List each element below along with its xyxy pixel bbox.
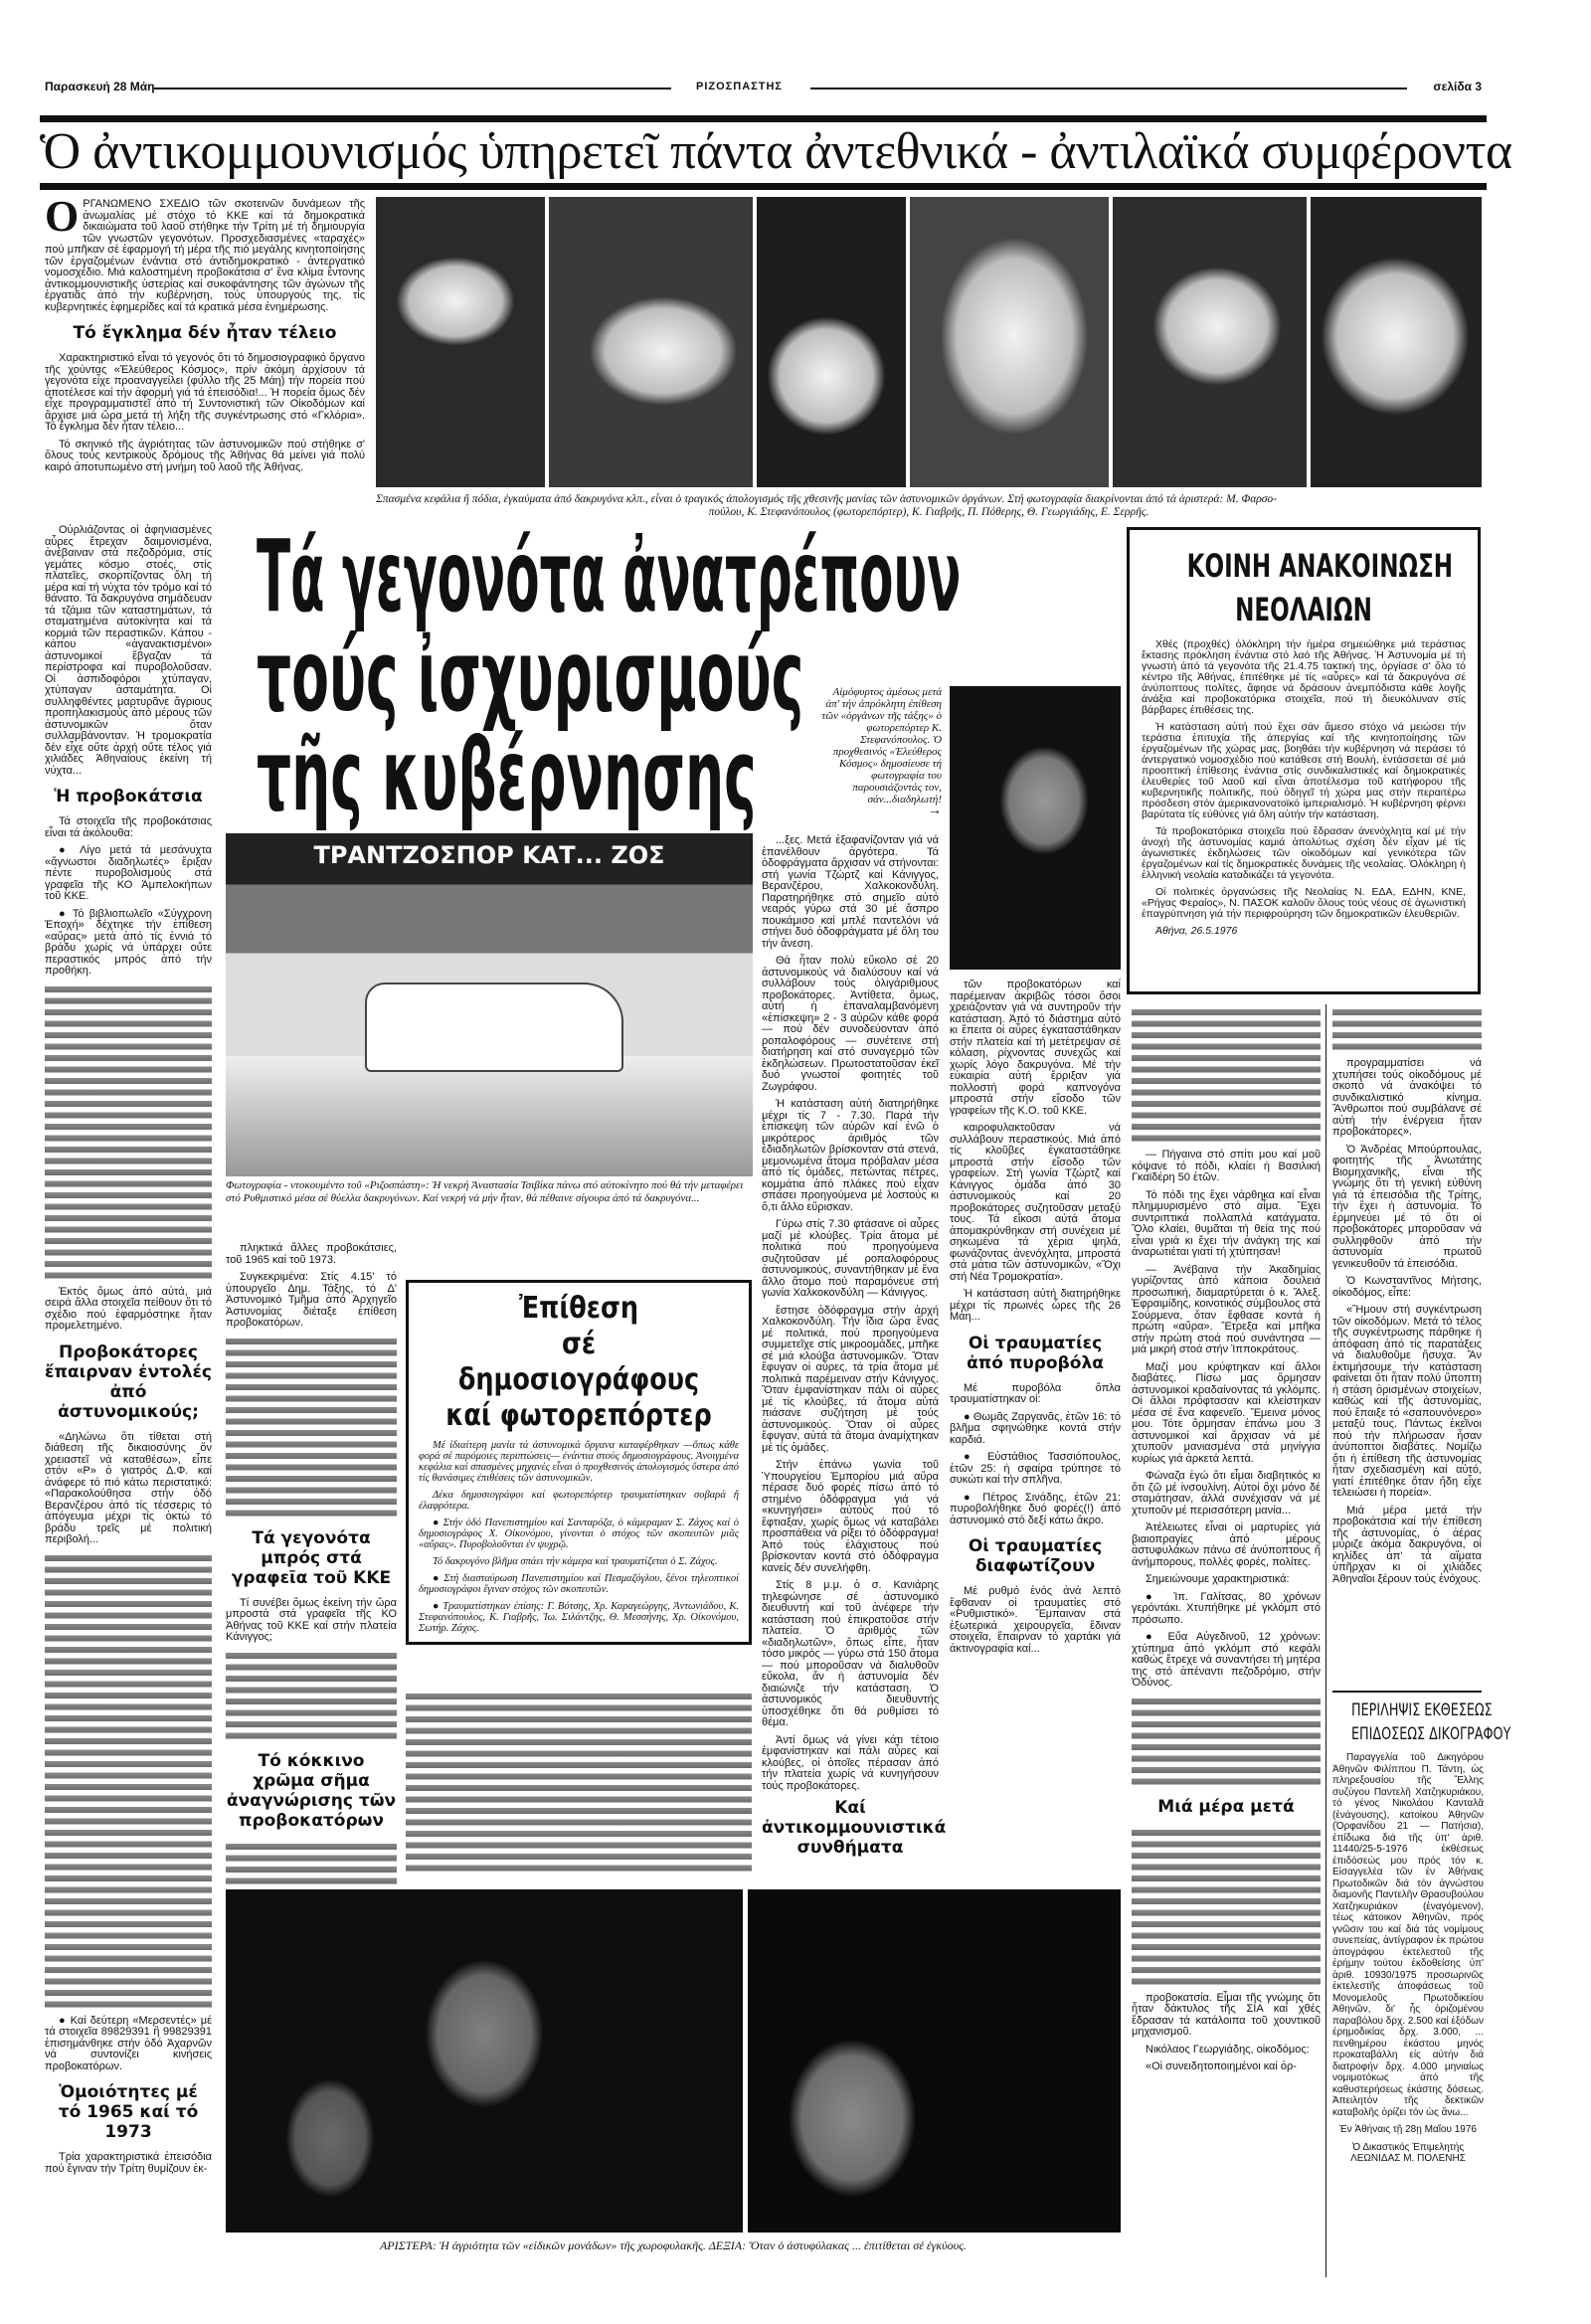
divider (1332, 1691, 1482, 1693)
paragraph: προγραμματίσει νά χτυπήσει τούς οἰκοδόμους μέ σκοπό νά ἀνακόψει τό συνδικαλιστικό κίνημα. Ἄνθρωποι πού συμβάλανε σέ αὐτή τήν ἐνέργεια ἦταν προβοκάτορες». (1332, 1057, 1482, 1138)
subheading: Τό ἔγκλημα δέν ἦταν τέλειο (73, 323, 337, 343)
lead-intro: ΡΓΑΝΩΜΕΝΟ ΣΧΕΔΙΟ τῶν σκοτεινῶν δυνάμεων τῆς ἀνωμαλίας μέ στόχο τό ΚΚΕ καί τά δημοκρατικά δικαιώματα τοῦ λαοῦ στήθηκε τήν Τρίτη μέ τή δημιουργία τῶν γνωστῶν γεγονότων. Προσχεδιασμένες «ταραχές» πού μπῆκαν σέ ἐφαρμογή τή μέρα τῆς πιό μεγάλης κινητοποίησης τῶν ἐργαζομένων ἐνάντια στό ἀντιδημοκρατικό - ἀντεργατικό νομοσχέδιο. Μιά καλοστημένη προβοκάτσια σ' ἕνα κλίμα ἔντονης ἀντικομμουνιστικῆς ὑστερίας καί συκοφάντησης τῶν ἀγώνων τῆς ἐργατιᾶς ἀπό τήν κυβέρνηση, τούς ὑπουργούς της, τίς κυβερνητικές ἐφημερίδες καί τά κρατικά μέσα ἐνημέρωσης. (45, 199, 365, 313)
column-middle-2 (950, 980, 1121, 1661)
inset-photo-photographer (950, 686, 1121, 970)
bullet-item: ● Εὔα Αὐγεδινοῦ, 12 χρόνων: χτύπημα ἀπό γκλόμπ στό κεφάλι καθώς ἔτρεχε νά συναντήσει τή μητέρα της στό ἀπέναντι πεζοδρόμιο, στήν Ὀδύνος. (1132, 1632, 1321, 1690)
box-title (442, 1291, 715, 1434)
photo-injured-2 (549, 197, 753, 487)
paragraph: Ἡ κατάσταση αὐτή πού ἔχει σάν ἄμεσο στόχο νά μειώσει τήν τεράστια ἐπιτυχία τῆς ἀπεργίας καί τῆς κινητοποίησης τῶν ἐργαζομένων τῆς χώρας μας, βοηθάει τήν κυβέρνηση νά περάσει τό ἀντεργατικό νομοσχέδιο πού κατάθεσε στή Βουλή, ἐντάσσεται σέ μιά προοπτική ἐπίθεσης ἐνάντια στίς συνδικαλιστικές καί δημοκρατικές ἐλευθερίες τοῦ λαοῦ καί εἶναι ἀποτέλεσμα τοῦ κατήφορου τῆς κυβερνητικῆς πολιτικῆς, πού ὁδηγεῖ τή χώρα μας στήν περαιτέρω πρόσδεση στόν ἀμερικανονατοϊκό ἰμπεριαλισμό. Ἡ κυβέρνηση φέρνει βαρύτατα τίς εὐθύνες γιά ὅλη αὐτήν τήν κατάσταση. (1142, 721, 1466, 820)
column-right-2 (1332, 1006, 1482, 1591)
paragraph: Μέ πυροβόλα ὅπλα τραυματίστηκαν οἱ: (950, 1381, 1121, 1405)
subheading: Καί ἀντικομμουνιστικά συνθήματα (762, 1798, 947, 1858)
photo-injured-1 (376, 197, 545, 487)
lead-article (45, 199, 365, 517)
bullet-item: ● Τό βιβλιοπωλεῖο «Σύγχρονη Ἐποχή» δέχτηκε τήν ἐπίθεση «αὔρας» μετά ἀπό τίς ἐννιά τό βράδυ χωρίς νά ὑπάρχει οὔτε περαστικός μπρός ἀπό τήν προθήκη. (45, 909, 212, 978)
paragraph: — Ἀνέβαινα τήν Ἀκαδημίας γυρίζοντας ἀπό κάποια δουλειά προσωπική, διαμαρτύρεται ὁ κ. Ἄλεξ. Ἐφραιμίδης, κοινοτικός σύμβουλος στά Σούρμενα, ὅταν ἔφθασε κοντά ἡ πρώτη «αὔρα». Ἔτρεξα καί μπῆκα στήν πρώτη στοά πού συνάντησα — μιά μικρή στοά στήν Ἱπποκράτους. (1132, 1263, 1321, 1355)
bullet-item: ● Πέτρος Σινάδης, ἐτῶν 21: πυροβολήθηκε δυό φορές(!) ἀπό ἀστυνομικό στό δεξί κάτω ἄκρο. (950, 1493, 1121, 1527)
box-title: ΚΟΙΝΗ ΑΝΑΚΟΙΝΩΣΗ (1186, 547, 1454, 585)
main-headline-line: Τά γεγονότα ἀνατρέπουν (257, 518, 962, 634)
photo-strip-caption (376, 493, 1482, 519)
divider (154, 88, 671, 89)
paragraph: Παραγγελία τοῦ Δικηγόρου Ἀθηνῶν Φιλίππου Π. Τάντη, ὡς πληρεξουσίου τῆς Ἔλλης συζύγου Παντελῆ Χατζηκυριάκου, τό γένος Νικολάου Κανταλᾶ (ἐνάγουσης), κατοίκου Ἀθηνῶν (Ὀρφανίδου 21 — Πατήσια), ἐπίδωκα διά τῆς ὑπ' ἀριθ. 11440/25-5-1976 ἐκθέσεως ἐπιδόσεώς μου πρός τόν κ. Εἰσαγγελέα τῶν ἐν Ἀθήναις Πρωτοδικῶν διά τόν ἀγνώστου διαμονῆς Παντελῆν Θρασυβούλου Χατζηκυριάκον (ἐναγόμενον), τέως κάτοικον Ἀθηνῶν, πρός γνῶσιν του καί διά τάς νομίμους συνεπείας, ἀντίγραφον ἐκ πρώτου ἀπογράφου ἐκτελεστοῦ τῆς ἐρήμην τούτου ἐκδοθείσης ὑπ' ἀριθ. 10930/1975 προσωρινῶς ἐκτελεστῆς ἀποφάσεως τοῦ Μονομελοῦς Πρωτοδικείου Ἀθηνῶν, δι' ἧς ὁριζομένου παραβόλου δρχ. 2.500 καί ἐξόδων ἐρημοδικίας δρχ. 3.000, ... πενθημέρου ἑκάστου μηνός προκαταβάλλη εἰς αὐτήν διά διατροφήν δρχ. 4.000 μηνιαίως νομιμοτόκως ἀπό τῆς καθυστερήσεως ἑκάστης δόσεως. Ἀπειλητόν τῆς δεκτικῶν καταβολῆς ὁρίζει τόν ὡς ἄνω... (1332, 1752, 1484, 2118)
caption-line: πούλου, Κ. Στεφανόπουλος (φωτορεπόρτερ), Κ. Γιαβρῆς, Π. Πόθερης, Θ. Γεωργιάδης, Ε. Σερρῆς. (708, 506, 1149, 518)
paragraph: Ἀτέλειωτες εἶναι οἱ μαρτυρίες γιά βιαιοπραγίες ἀπό μέρους ἀστυφυλάκων πάνω σέ ἀνύποπτους ἤ ἀνήμπορους, πολλές φορές, πολίτες. (1132, 1521, 1321, 1568)
paragraph: «Δηλώνω ὅτι τίθεται στή διάθεση τῆς δικαιοσύνης ὅν χρειαστεῖ νά καταθέσω», εἶπε στόν «Ρ» ὁ γιατρός Δ.Φ. καί ἀνάφερε τό πιό κάτω περιστατικό: «Παρακολούθησα στήν ὁδό Βερανζέρου ἀπό τίς τέσσερις τό ἀπόγευμα μέχρι τίς ὀκτώ τό βράδυ τρεῖς μέ πολιτική περιβολή... (45, 1430, 212, 1545)
paragraph: Τά προβοκατόρικα στοιχεῖα πού ἔδρασαν ἀνενόχλητα καί μέ τήν ἀνοχή τῆς ἀστυνομίας καμιά ἀπολύτως σχέση δέν εἶχαν μέ τίς ἀγωνιστικές ἐκδηλώσεις τῶν οἰκοδόμων καί γενικότερα τῶν ἐργαζομένων καί τίς δημοκρατικές δυνάμεις τῆς νεολαίας. Ὁλόκληρη ἡ ἑλληνική νεολαία καταδικάζει τά γεγονότα. (1142, 825, 1466, 881)
notice-title: ΕΠΙΔΟΣΕΩΣ ΔΙΚΟΓΡΑΦΟΥ (1351, 1724, 1511, 1744)
column-right-1 (1132, 1006, 1321, 2079)
paragraph: πληκτικά ἄλλες προβοκάτσιες, τοῦ 1965 καί τοῦ 1973. (226, 1242, 397, 1266)
box-title: ΝΕΟΛΑΙΩΝ (1235, 591, 1372, 628)
caption-line: Σπασμένα κεφάλια ἤ πόδια, ἐγκαύματα ἀπό δακρυγόνα κλπ., εἶναι ὁ τραγικός ἀπολογισμός τῆς χθεσινῆς μανίας τῶν ἀστυνομικῶν ὀργάνων. Στή φωτογραφία διακρίνονται ἀπό τά ἀριστερά: Μ. Φαρσο- (376, 493, 1278, 505)
bottom-photo-right (748, 1889, 1121, 2233)
paragraph: Φώναζα ἐγώ ὅτι εἶμαι διαβητικός κι ὅτι ζῶ μέ ἰνσουλίνη. Αὐτοί ὄχι μόνο δέ σταμάτησαν, ἀλλά συνέχισαν νά μέ χτυποῦν μέ περισσότερη μανία... (1132, 1470, 1321, 1517)
paragraph: Οὐρλιάζοντας οἱ ἀφηνιασμένες αὖρες ἔτρεχαν δαιμονισμένα, ἀνέβαιναν στά πεζοδρόμια, στίς γεμάτες κόσμο στοές, στίς πλατεῖες, σκορπίζοντας ὅλη τή μέρα καί τή νύχτα τόν τρόμο καί τό θάνατο. Τά δακρυγόνα σημάδευαν τά τζάμια τῶν καταστημάτων, τά σταματημένα αὐτοκίνητα καί τά κορμιά τῶν περαστικῶν. Κάπου - κάπου «ἀγανακτισμένοι» ἀστυνομικοί ἔβγαζαν τά περίστροφα καί πυροβολοῦσαν. Οἱ ἀσπιδοφόροι χτύπαγαν, χτύπαγαν ἀσταμάτητα. Οἱ συλληφθέντες μαρτυρᾶνε ἄγριους προπηλακισμούς ἀπό μέρους τῶν ἀστυνομικῶν ὅταν συλλαμβάνονταν. Ἡ τρομοκρατία δέν εἶχε οὔτε ἀρχή οὔτε τέλος γιά χιλιάδες Ἀθηναίους ἐκείνη τή νύχτα... (45, 524, 212, 777)
subheading: Προβοκάτορες ἔπαιρναν ἐντολές ἀπό ἀστυνομικούς; (45, 1341, 213, 1422)
subheading: Ἡ προβοκάτσια (54, 787, 203, 806)
paragraph: Ἐκτός ὅμως ἀπό αὐτά, μιά σειρά ἄλλα στοιχεῖα πείθουν ὅτι τό σχέδιο πού ἐφαρμόστηκε ἦταν προμελετημένο. (45, 1285, 212, 1332)
bullet-item: ● Τραυματίστηκαν ἐπίσης: Γ. Βότσης, Χρ. Καραγεώργης, Ἀντωνιάδου, Κ. Στεφανόπουλος, Κ. Γιαβρῆς, Ἰω. Σιλάντζης, Θ. Μεσσήνης, Χρ. Οἰκονόμου, Σωτήρ. Ζάχος. (419, 1601, 739, 1634)
legal-notice (1332, 1698, 1511, 2171)
subheading: Οἱ τραυματίες διαφωτίζουν (968, 1536, 1103, 1576)
paragraph: — Πήγαινα στό σπίτι μου καί μοῦ κόψανε τό πόδι, κλαίει ἡ Βασιλική Γκαϊδέρη 50 ἐτῶν. (1132, 1149, 1321, 1183)
text-block (226, 1336, 397, 1519)
paragraph: Τό πόδι της ἔχει νάρθηκα καί εἶναι πλημμυρισμένο στό αἷμα. Ἔχει συντριπτικά πολλαπλά κατάγματα. Ὅλο κλαίει, θυμᾶται τή θεία της πού εἶναι γριά κι ἔχει τήν ἀνάγκη της καί ἀναρωτιέται γιατί τή χτύπησαν! (1132, 1188, 1321, 1258)
paragraph: προβοκατσία. Εἶμαι τῆς γνώμης ὅτι ἦταν δάκτυλος τῆς ΣΙΑ καί χθές ἔδρασαν τά κατάλοιπα τοῦ χουντικοῦ μηχανισμοῦ. (1132, 1991, 1321, 2038)
paragraph: Σημειώνουμε χαρακτηριστικά: (1146, 1573, 1290, 1585)
newspaper-name: ΡΙΖΟΣΠΑΣΤΗΣ (696, 81, 784, 92)
text-block (1332, 1006, 1482, 1052)
bullet-item: ● Θωμᾶς Ζαργανᾶς, ἐτῶν 16: τό βλῆμα σφηνώθηκε κοντά στήν καρδιά. (950, 1412, 1121, 1447)
page-headline: Ὁ ἀντικομμουνισμός ὑπηρετεῖ πάντα ἀντεθνικά - ἀντιλαϊκά συμφέροντα (40, 123, 1512, 180)
subheading: Ὁμοιότητες μέ τό 1965 καί τό 1973 (58, 2082, 199, 2142)
paragraph: Χθές (προχθές) ὁλόκληρη τήν ἡμέρα σημειώθηκε μιά τεράστιας ἔκτασης πρόκληση ἐνάντια στό λαό τῆς Ἀθήνας. Ἡ Ἀστυνομία μέ τή γνωστή ἀπό τά γεγονότα τῆς 21.4.75 τακτική της, ὀργίασε σ' ὅλο τό κέντρο τῆς Ἀθήνας, ἐπιτέθηκε μέ τίς «αὖρες» καί τά δακρυγόνα σέ ἀνύποπτους πολίτες, ἄφησε νά δράσουν ἀνεμπόδιστα κάθε λογῆς ἀνάξια καί προβοκατόρικα στοιχεῖα, πού τή διευκόλυναν στίς βάρβαρες ἐπιθέσεις της. (1142, 639, 1466, 716)
paragraph: Ἀντί ὅμως νά γίνει κάτι τέτοιο ἐμφανίστηκαν καί πάλι αὖρες καί κλούβες, οἱ ὁποῖες πέρασαν ἀπό τήν πλατεία χωρίς νά κυνηγήσουν τούς προβοκάτορες. (762, 1733, 939, 1792)
joint-statement-box (1127, 527, 1481, 994)
paragraph: Ἡ κατάσταση αὐτή διατηρήθηκε μέχρι τίς πρωινές ὧρες τῆς 26 Μάη... (950, 1288, 1121, 1323)
title-line: Ἐπίθεση (518, 1291, 639, 1326)
bottom-photo-left (226, 1889, 743, 2233)
text-block (1132, 1006, 1321, 1144)
paragraph: Ὁ Κωνσταντῖνος Μήτσης, οἰκοδόμος, εἶπε: (1332, 1275, 1482, 1299)
truck-photo-caption: Φωτογραφία - ντοκουμέντο τοῦ «Ριζοσπάστη»: Ἡ νεκρή Ἀναστασία Τσιβίκα πάνω στό αὐτοκίνητο πού θά τήν μεταφέρει στό Ρυθμιστικό μέσα σέ θύελλα δακρυγόνων. Καί νεκρή νά μήν ἦταν, θά πέθαινε σίγουρα ἀπό τά δακρυγόνα... (226, 1179, 744, 1204)
paragraph: Τί συνέβει ὅμως ἐκείνη τήν ὥρα μπροστά στά γραφεῖα τῆς ΚΟ Ἀθήνας τοῦ ΚΚΕ καί στήν πλατεία Κάνιγγος; (226, 1596, 397, 1643)
paragraph: Μέ ἰδιαίτερη μανία τά ἀστυνομικά ὄργανα καταφέρθηκαν —ὅπως κάθε φορά σέ παρόμοιες περιπτώσεις— ἐνάντια στούς δημοσιογράφους. Ἀνοιγμένα κεφάλια καί σπασμένες μηχανές εἶναι ὁ προχθεσινός ἀπολογισμός ὕστερα ἀπό τίς θανάσιμες ἐπιθέσεις τῶν ἀστυνομικῶν. (419, 1440, 739, 1484)
subheading: Οἱ τραυματίες ἀπό πυροβόλα (967, 1333, 1104, 1373)
photo-injured-5 (1113, 197, 1307, 487)
paragraph: Μαζί μου κρύφτηκαν καί ἄλλοι διαβάτες. Πίσω μας ὅρμησαν ἀστυνομικοί κραδαίνοντας τά γκλόμπς. Οἱ ἄλλοι πρόφτασαν καί κλείστηκαν μέσα σέ ἕνα καφενεῖο. Ἔμεινα μόνος μου. Τότε ὅρμησαν ἐπάνω μου 3 ἀστυνομικοί καί ἄρχισαν νά μέ χτυποῦν μανιασμένα στά μηνίγγια κυρίως γιά ἀρκετά λεπτά. (1132, 1360, 1321, 1465)
title-line: καί φωτορεπόρτερ (445, 1398, 712, 1433)
signoff: Ἀθήνα, 26.5.1976 (1155, 925, 1238, 937)
paragraph: Χαρακτηριστικό εἶναι τό γεγονός ὅτι τό δημοσιογραφικό ὄργανο τῆς χούντας «Ἐλεύθερος Κόσμος», πρίν ἀκόμη ἀρχίσουν τά γεγονότα εἶχε προαναγγείλει (φύλλο τῆς 25 Μάη) τήν πορεία πού ἀποτέλεσε καί τήν ἀφορμή γιά τά ἐπεισόδια!... Ἡ πορεία ὅμως δέν εἶχε προγραμματιστεῖ ἀπό τή Συντονιστική τῶν Οἰκοδόμων καί ἄρχισε μιά ὥρα μετά τή λήξη τῆς συγκέντρωσης στό «Γκλόρια». Τό ἔγκλημα δέν ἦταν τέλειο... (45, 352, 365, 433)
drop-cap: Ο (45, 199, 80, 241)
signoff: ΛΕΩΝΙΔΑΣ Μ. ΠΟΛΕΝΗΣ (1350, 2153, 1466, 2164)
text-block (226, 1650, 397, 1741)
paragraph: τῶν προβοκατόρων καί παρέμειναν ἀκριβῶς τόσοι ὅσοι χρειάζονταν γιά νά συντηροῦν τήν κατάσταση. Ἀπό τό διάστημα αὐτό κι ἔπειτα οἱ αὖρες ἐγκαταστάθηκαν στήν πλατεία καί τή μετέτρεψαν σέ κόλαση, ρίχνοντας συνεχῶς καί χωρίς λόγο δακρυγόνα. Μέ τήν εὐκαιρία αὐτή ἔρριξαν γιά πολλοστή φορά καπνογόνα μπροστά στήν εἴσοδο τῶν γραφείων τῆς Κ.Ο. τοῦ ΚΚΕ. (950, 979, 1121, 1117)
photo-injured-3 (757, 197, 906, 487)
paragraph: Μιά μέρα μετά τήν προβοκάτσια καί τήν ἐπίθεση τῆς ἀστυνομίας, ὁ ἀέρας μύριζε ἀκόμα δακρυγόνα, οἱ κηλίδες ἀπ' τά αἵματα ὑπῆρχαν κι οἱ χιλιάδες Ἀθηναῖοι ξέρουν τούς ἐνόχους. (1332, 1504, 1482, 1585)
photo-injured-6 (1311, 197, 1482, 487)
paragraph: Τό δακρυγόνο βλῆμα σπάει τήν κάμερα καί τραυματίζεται ὁ Σ. Ζάχος. (433, 1556, 718, 1567)
column-events (226, 1243, 397, 1886)
truck-photo (226, 833, 753, 1176)
paragraph: Τά στοιχεῖα τῆς προβοκάτσιας εἶναι τά ἀκόλουθα: (45, 815, 212, 839)
paragraph: Οἱ πολιτικές ὀργανώσεις τῆς Νεολαίας Ν. ΕΔΑ, ΕΔΗΝ, ΚΝΕ, «Ρήγας Φεραίος», Ν. ΠΑΣΟΚ καλοῦν ὅλους τούς νέους σέ ἀγωνιστική ἐπαγρύπνηση γιά τήν περιφρούρηση τῶν δημοκρατικῶν ἐλευθεριῶν. (1142, 886, 1466, 920)
signoff: Ἐν Ἀθήναις τῇ 28ῃ Μαΐου 1976 (1339, 2124, 1477, 2135)
paragraph: Νικόλαος Γεωργιάδης, οἰκοδόμος: (1146, 2043, 1310, 2056)
bullet-item: ● Στή διασταύρωση Πανεπιστημίου καί Πεσμαζόγλου, ξένοι τηλεοπτικοί δημοσιογράφοι ἔγιναν στόχος τῶν σκοπευτῶν. (419, 1573, 739, 1595)
notice-body (1332, 1752, 1484, 2165)
paragraph: Στίς 8 μ.μ. ὁ σ. Κανιάρης τηλεφώνησε σέ ἀστυνομικό διευθυντή καί τοῦ ἀνέφερε τήν κατάσταση πού ἐπικρατοῦσε στήν πλατεία. Ὁ ἀριθμός τῶν «διαδηλωτῶν», ὅπως εἶπε, ἦταν τόσο μικρός — γύρω στά 150 ἄτομα — πού μποροῦσαν νά διαλυθοῦν εὔκολα, ἄν ἡ ἀστυνομία δέν διαιώνιζε τήν κατάσταση. Ὁ ἀστυνομικός διευθυντής ὑποσχέθηκε ὅτι θά ρυθμίσει τό θέμα. (762, 1579, 939, 1728)
continue-arrow-icon: → (928, 804, 942, 818)
truck-sign: ΤΡΑΝΤΖΟΣΠΟΡ ΚΑΤ... ΖΟΣ (313, 841, 665, 869)
paragraph: Δέκα δημοσιογράφοι καί φωτορεπόρτερ τραυματίστηκαν σοβαρά ἤ ἐλαφρότερα. (419, 1490, 739, 1512)
bottom-photo-caption: ΑΡΙΣΤΕΡΑ: Ἡ ἀγριότητα τῶν «εἰδικῶν μονάδων» τῆς χωροφυλακῆς. ΔΕΞΙΑ: Ὅταν ὁ ἀστυφύλακας ... ἐπιτίθεται σέ ἐγκύους. (379, 2238, 968, 2252)
paragraph: Θά ἦταν πολύ εὔκολο σέ 20 ἀστυνομικούς νά διαλύσουν καί νά συλλάβουν τούς ὀλιγάριθμους προβοκάτορες. Ἀντίθετα, ὅμως, αὐτή ἡ ἐπαναλαμβανόμενη «ἐπίσκεψη» 2 - 3 αὐρῶν κάθε φορά — πού δέν συνοδεύονταν ἀπό ροπαλοφόρους — συνέτεινε στή διατήρηση καί στό συναγερμό τῶν ἐκδηλώσεων. Πρωτοστατοῦσαν ἐκεῖ δυό γνωστοί φοιτητές τοῦ Ζωγράφου. (762, 955, 939, 1093)
box-body (1142, 639, 1466, 997)
paragraph: Στήν ἐπάνω γωνία τοῦ Ὑπουργείου Ἐμπορίου μιά αὔρα πέρασε δυό φορές πίσω ἀπό τό στημένο ὁδόφραγμα γιά νά «κυνηγήσει» αὐτούς πού τό ἔφτιαξαν, χωρίς ὅμως νά καταβάλει προσπάθεια νά ρίξει τό ὁδόφραγμα! Ἀπό τούς ἐλάχιστους πού βρίσκονταν κοντά στό ὁδόφραγμα κανείς δέν συνελήφθη. (762, 1459, 939, 1574)
title-line: σέ δημοσιογράφους (457, 1327, 700, 1397)
paragraph: Τρία χαρακτηριστικά ἐπεισόδια πού ἔγιναν τήν Τρίτη θυμίζουν ἐκ- (45, 2151, 212, 2175)
signoff: Ὁ Δικαστικός Ἐπιμελητής (1351, 2141, 1465, 2153)
paragraph: Ἡ κατάσταση αὐτή διατηρήθηκε μέχρι τίς 7 - 7.30. Παρά τήν ἐπίσκεψη τῶν αὐρῶν καί ἐνῶ ὁ μικρότερος ἀριθμός τῶν ἐδιαδηλωτῶν βρίσκονταν στά στενά, μεμονωμένα ἄτομα πρόβαλαν μέσα ἀπό τίς ὁμάδες, πετώντας πέτρες, κομμάτια ἀπό πλάκες πού εἶχαν σπάσει προηγούμενα μέ λοστούς κι ὅ,τι ἄλλο εὕρισκαν. (762, 1098, 939, 1213)
text-block (226, 1841, 397, 1886)
bullet-item: ● Ἰπ. Γαλίτσας, 80 χρόνων γερόντάκι. Χτυπήθηκε μέ γκλόμπ στό πρόσωπο. (1132, 1592, 1321, 1627)
notice-title: ΠΕΡΙΛΗΨΙΣ ΕΚΘΕΣΕΩΣ (1351, 1700, 1493, 1720)
divider (810, 88, 1407, 89)
text-block (45, 1552, 212, 2010)
subheading: Τό κόκκινο χρῶμα σῆμα ἀναγνώρισης τῶν προβοκατόρων (226, 1750, 397, 1831)
paragraph: Γύρω στίς 7.30 φτάσανε οἱ αὖρες μαζί μέ κλούβες. Τρία ἄτομα μέ πολιτικά πού προηγούμενα συζητοῦσαν μέ ροπαλοφόρους ἀστυνομικούς, συναντήθηκαν μέ ἕνα ἄλλο ἄτομο πού παραμόνευε στή γωνία Χαλκοκονδύλη — Κάνιγγος. (762, 1218, 939, 1299)
caption-text: Αἱμόφυρτος ἀμέσως μετά ἀπ' τήν ἀπρόκλητη ἐπίθεση τῶν «ὀργάνων τῆς τάξης» ὁ φωτορεπόρτερ Κ. Στεφανόπουλος. Ὁ προχθεσινός «Ἐλεύθερος Κόσμος» δημοσίευσε τή φωτογραφία του παρουσιάζοντάς τον, σάν...διαδηλωτή! (821, 686, 942, 805)
page-header (45, 80, 1482, 95)
main-headline-line: τούς ἰσχυρισμούς (257, 618, 804, 734)
lead-article-continued (45, 525, 212, 2181)
inset-photo-caption (820, 686, 942, 817)
paragraph: «Ἤμουν στή συγκέντρωση τῶν οἰκοδόμων. Μετά τό τέλος τῆς συγκέντρωσης πάρθηκε ἡ ἀπόφαση ἀπό τίς παρατάξεις νά διαλυθοῦμε ἥσυχα. Ἄν ἐκτιμήσουμε τήν κατάσταση φαίνεται ὅτι ἦταν πολύ ὕποπτη ἡ στάση ὁρισμένων στοιχείων, καθώς καί τῆς ἀστυνομίας, πού ἔπαιξε τό «σαπουνόνερο» μεταξύ τους. Πάντως ἐκεῖνοι πού τήν πλήρωσαν ἦσαν ἀνύποπτοι διαβάτες. Νομίζω ὅτι ἡ ἐπίθεση τῆς ἀστυνομίας ἦταν σχεδιασμένη καί αὐτό, γιατί ἐπιτέθηκε ὅταν ἤδη εἶχε τελειώσει ἡ πορεία». (1332, 1304, 1482, 1499)
paragraph: «Οἱ συνειδητοποιημένοι καί ὀρ- (1146, 2060, 1297, 2072)
headline-rule-bottom (40, 183, 1487, 190)
text-block (1132, 1827, 1321, 1987)
column-middle-1 (762, 834, 947, 1858)
box-body (419, 1440, 739, 1634)
paragraph: Τό σκηνικό τῆς ἀγριότητας τῶν ἀστυνομικῶν πού στήθηκε σ' ὅλους τούς κεντρικούς δρόμους τῆς Ἀθήνας θά μείνει γιά πολύ καιρό ἀποτυπωμένο στή μνήμη τοῦ λαοῦ τῆς Ἀθήνας. (45, 438, 365, 473)
main-headline-line: τῆς κυβέρνησης (257, 717, 757, 833)
text-block (45, 983, 212, 1281)
paragraph: Ὁ Ἀνδρέας Μπούρπουλας, φοιτητής τῆς Ἀνωτάτης Βιομηχανικῆς, εἶναι τῆς γνώμης ὅτι τή γενική εὐθύνη γιά τά ἐπεισόδια τῆς Τρίτης, τήν ἔχει ἡ ἀστυνομία. Τό ἑρμηνεύει μέ τό ὅτι οἱ προβοκάτορες μποροῦσαν νά συλληφθοῦν ἀπό τήν ἀστυνομία πρωτοῦ γενικευθοῦν τά ἐπεισόδια. (1332, 1143, 1482, 1270)
paragraph: Συγκεκριμένα: Στίς 4.15' τό ὑπουργεῖο Δημ. Τάξης, τό Δ' Ἀστυνομικό Τμῆμα ἀπό Ἀρχηγεῖο Ἀστυνομίας διέταξε ἐπίθεση προβοκατόρων. (226, 1271, 397, 1329)
paragraph: ...ξες. Μετά ἐξαφανίζονταν γιά νά ἐπανέλθουν ἀργότερα. Τά ὁδοφράγματα ἄρχισαν νά στήνονται: στή γωνία Τζώρτζ καί Κάνιγγος, Βερανζέρου, Χαλκοκονδύλη. Παρατηρήθηκε στό σημεῖο αὐτό νεαρός γύρω στά 30 μέ ἄσπρο πουκάμισο καί μπλέ παντελόνι νά στήνει δυό ὁδοφράγματα μέ ὅλη του τήν ἄνεση. (762, 834, 939, 950)
bullet-item: ● Στήν ὁδό Πανεπιστημίου καί Σανταρόζα, ὁ κάμεραμαν Σ. Ζάχος καί ὁ δημοσιογράφος Χ. Οἰκονόμου, γίνονται ὁ στόχος τῶν σκοπευτῶν μιᾶς «αὔρας». Πυροβολοῦνται ἐν ψυχρῷ. (419, 1518, 739, 1550)
headline-rule-top (40, 115, 1487, 122)
paragraph: ἔστησε ὁδόφραγμα στήν ἀρχή Χαλκοκονδύλη. Τήν ἴδια ὥρα ἕνας μέ πολιτικά, πού προηγούμενα συμμετεῖχε στίς μικροομάδες, μπῆκε σέ μιά κλούβα ἀστυνομικῶν. Ὅταν ἔφυγαν οἱ αὖρες, τά τρία ἄτομα μέ πολιτικά παρέμειναν στήν Κάνιγγος. Ὅταν ἐμφανίστηκαν πάλι οἱ αὖρες μέ τίς κλούβες, τά ἄτομα αὐτά πιάσανε συζήτηση μέ τούς ἀστυνομικούς. Ὅταν οἱ αὖρες ἔφυγαν, αὐτά τά ἄτομα ἀναμίχτηκαν μέ τίς ὁμάδες. (762, 1304, 939, 1454)
text-block (406, 1691, 752, 1874)
car-shape (365, 983, 623, 1072)
page-number: σελίδα 3 (1433, 80, 1482, 93)
header-date: Παρασκευή 28 Μάη (45, 80, 155, 93)
paragraph: καιροφυλακτοῦσαν νά συλλάβουν περαστικούς. Μιά ἀπό τίς κλοῦβες ἐγκαταστάθηκε μπροστά στήν εἴσοδο τῶν γραφείων. Στή γωνία Τζώρτζ καί Κάνιγγος ὁμάδα ἀπό 30 ἀστυνομικούς καί 20 προβοκάτορες συζητοῦσαν μεταξύ τους. Τά εἴκοσι αὐτά ἄτομα ἀπομακρύνθηκαν στή συνέχεια μέ σηκωμένα τά χέρια ψηλά, φωνάζοντας ἀνενόχλητα, μπροστά στά μάτια τῶν ἀστυνομικῶν, «Ὄχι στή Νέα Τρομοκρατία». (950, 1122, 1121, 1283)
text-block (1132, 1696, 1321, 1787)
bullet-item: ● Εὐστάθιος Τασσιόπουλος, ἐτῶν 25: ἡ σφαίρα τρύπησε τό συκώτι καί τήν σπλῆνα. (950, 1452, 1121, 1487)
photo-injured-4 (910, 197, 1109, 487)
subheading: Μιά μέρα μετά (1157, 1796, 1295, 1817)
subheading: Τά γεγονότα μπρός στά γραφεῖα τοῦ ΚΚΕ (231, 1527, 392, 1588)
journalists-attack-box (406, 1280, 752, 1645)
bullet-item: ● Καί δεύτερη «Μερσεντές» μέ τά στοιχεῖα 89829391 ἤ 99829391 ἐπισημάνθηκε στήν ὁδό Ἀχαρνῶν νά συντονίζει κινήσεις προβοκατόρων. (45, 2016, 212, 2073)
bullet-item: ● Λίγο μετά τά μεσάνυχτα «ἄγνωστοι διαδηλωτές» ἔριξαν πέντε πυροβολισμούς στά γραφεῖα τῆς ΚΟ Ἀμπελοκήπων τοῦ ΚΚΕ. (45, 845, 212, 903)
paragraph: Μέ ρυθμό ἑνός ἀνά λεπτό ἔφθαναν οἱ τραυματίες στό «Ρυθμιστικό». Ἔμπαιναν στά ἐξωτερικά χειρουργεῖα, ἔδιναν στοιχεῖα, ἔπαιρναν τό χαρτάκι γιά ἀκτινογραφία καί... (950, 1585, 1121, 1655)
